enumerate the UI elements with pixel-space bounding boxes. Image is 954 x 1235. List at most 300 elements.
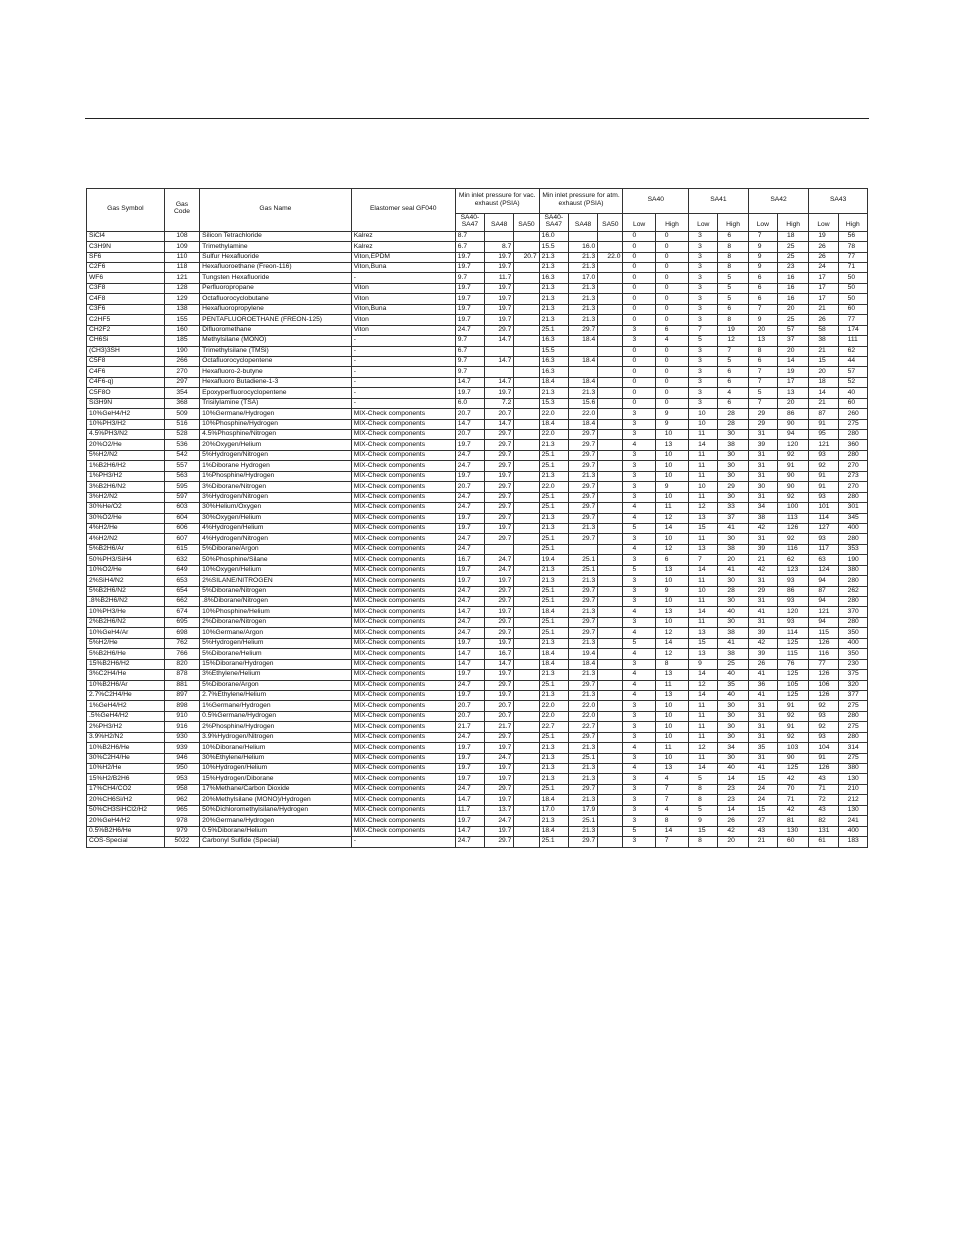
cell-atm-sa40-sa47: 22.0 <box>539 701 568 711</box>
cell-elastomer-seal: MIX-Check components <box>351 419 455 429</box>
cell-sa41-high: 40 <box>718 607 748 617</box>
cell-atm-sa50 <box>598 774 623 784</box>
cell-vac-sa48: 20.7 <box>485 701 514 711</box>
cell-gas-symbol: 50%CH3SiHCl2/H2 <box>87 805 165 815</box>
cell-sa40-low: 3 <box>623 837 655 847</box>
table-row <box>87 670 868 680</box>
cell-gas-name: 3%Hydrogen/Nitrogen <box>200 492 352 502</box>
cell-sa42-high: 92 <box>778 534 809 544</box>
cell-gas-code: 109 <box>164 242 199 252</box>
cell-sa41-high: 19 <box>718 325 748 335</box>
cell-sa41-low: 3 <box>689 367 718 377</box>
cell-vac-sa40-sa47: 24.7 <box>455 461 484 471</box>
cell-elastomer-seal: MIX-Check components <box>351 617 455 627</box>
cell-sa42-low: 9 <box>748 263 777 273</box>
cell-sa42-low: 31 <box>748 576 777 586</box>
top-rule <box>85 118 869 119</box>
cell-sa41-low: 3 <box>689 304 718 314</box>
cell-gas-name: Carbonyl Sulfide (Special) <box>200 837 352 847</box>
cell-atm-sa50 <box>598 784 623 794</box>
cell-atm-sa48: 29.7 <box>568 732 597 742</box>
cell-atm-sa40-sa47: 15.5 <box>539 346 568 356</box>
cell-elastomer-seal: MIX-Check components <box>351 670 455 680</box>
cell-atm-sa48: 21.3 <box>568 388 597 398</box>
cell-sa43-low: 15 <box>809 356 838 366</box>
cell-vac-sa40-sa47: 14.7 <box>455 377 484 387</box>
cell-sa41-high: 38 <box>718 440 748 450</box>
cell-atm-sa40-sa47: 16.3 <box>539 367 568 377</box>
cell-sa43-low: 14 <box>809 388 838 398</box>
cell-atm-sa50 <box>598 273 623 283</box>
cell-atm-sa48: 29.7 <box>568 482 597 492</box>
cell-gas-code: 662 <box>164 597 199 607</box>
cell-sa40-low: 3 <box>623 753 655 763</box>
cell-vac-sa48: 21.7 <box>485 722 514 732</box>
cell-atm-sa40-sa47: 22.0 <box>539 482 568 492</box>
cell-sa42-high: 94 <box>778 430 809 440</box>
cell-sa40-low: 4 <box>623 690 655 700</box>
cell-vac-sa40-sa47: 19.7 <box>455 294 484 304</box>
cell-vac-sa50 <box>514 513 539 523</box>
cell-atm-sa40-sa47: 18.4 <box>539 377 568 387</box>
cell-sa42-high: 105 <box>778 680 809 690</box>
cell-sa42-high: 91 <box>778 722 809 732</box>
cell-sa43-low: 82 <box>809 816 838 826</box>
cell-sa43-high: 230 <box>838 659 867 669</box>
cell-sa42-low: 39 <box>748 649 777 659</box>
cell-sa43-low: 72 <box>809 795 838 805</box>
cell-sa42-low: 31 <box>748 461 777 471</box>
header-gas-symbol: Gas Symbol <box>87 189 165 232</box>
cell-vac-sa50 <box>514 586 539 596</box>
cell-vac-sa48 <box>485 231 514 241</box>
cell-vac-sa48: 16.7 <box>485 649 514 659</box>
cell-sa40-low: 3 <box>623 816 655 826</box>
cell-sa42-high: 90 <box>778 471 809 481</box>
cell-atm-sa40-sa47: 25.1 <box>539 544 568 554</box>
cell-sa42-low: 42 <box>748 638 777 648</box>
cell-gas-code: 128 <box>164 283 199 293</box>
cell-atm-sa50 <box>598 690 623 700</box>
cell-gas-name: Silicon Tetrachloride <box>200 231 352 241</box>
cell-atm-sa40-sa47: 25.1 <box>539 325 568 335</box>
cell-atm-sa50 <box>598 565 623 575</box>
cell-sa43-low: 21 <box>809 304 838 314</box>
table-row <box>87 440 868 450</box>
cell-sa42-high: 90 <box>778 482 809 492</box>
cell-sa43-low: 43 <box>809 774 838 784</box>
cell-sa40-high: 0 <box>655 388 688 398</box>
cell-sa40-low: 3 <box>623 534 655 544</box>
cell-sa40-low: 0 <box>623 356 655 366</box>
table-row <box>87 617 868 627</box>
cell-vac-sa50 <box>514 356 539 366</box>
cell-sa42-high: 93 <box>778 597 809 607</box>
cell-elastomer-seal: Kalrez <box>351 231 455 241</box>
cell-sa41-low: 8 <box>689 784 718 794</box>
table-body <box>87 231 868 847</box>
cell-vac-sa40-sa47: 20.7 <box>455 711 484 721</box>
cell-sa43-low: 92 <box>809 701 838 711</box>
cell-gas-symbol: 0.5%B2H6/He <box>87 826 165 836</box>
cell-sa40-low: 4 <box>623 440 655 450</box>
cell-sa40-high: 12 <box>655 513 688 523</box>
cell-sa43-high: 62 <box>838 346 867 356</box>
cell-sa42-high: 25 <box>778 315 809 325</box>
cell-gas-symbol: 30%C2H4/He <box>87 753 165 763</box>
cell-vac-sa50 <box>514 565 539 575</box>
cell-gas-code: 978 <box>164 816 199 826</box>
cell-gas-name: 50%Dichloromethylsilane/Hydrogen <box>200 805 352 815</box>
cell-sa42-low: 31 <box>748 617 777 627</box>
cell-vac-sa48: 19.7 <box>485 638 514 648</box>
cell-elastomer-seal: MIX-Check components <box>351 690 455 700</box>
table-row <box>87 294 868 304</box>
cell-sa41-low: 15 <box>689 638 718 648</box>
cell-sa41-low: 11 <box>689 492 718 502</box>
cell-sa41-low: 11 <box>689 617 718 627</box>
cell-sa40-low: 4 <box>623 649 655 659</box>
cell-vac-sa50 <box>514 450 539 460</box>
cell-gas-code: 536 <box>164 440 199 450</box>
cell-sa42-low: 38 <box>748 513 777 523</box>
cell-sa41-high: 30 <box>718 722 748 732</box>
cell-sa41-high: 30 <box>718 711 748 721</box>
cell-sa40-high: 10 <box>655 617 688 627</box>
cell-sa42-high: 18 <box>778 231 809 241</box>
cell-sa43-high: 360 <box>838 440 867 450</box>
cell-sa42-low: 31 <box>748 701 777 711</box>
table-row <box>87 377 868 387</box>
cell-gas-symbol: 50%PH3/SiH4 <box>87 555 165 565</box>
cell-sa42-high: 125 <box>778 764 809 774</box>
cell-vac-sa50 <box>514 576 539 586</box>
cell-gas-symbol: 3%C2H4/He <box>87 670 165 680</box>
cell-elastomer-seal: MIX-Check components <box>351 503 455 513</box>
cell-atm-sa40-sa47: 21.3 <box>539 283 568 293</box>
cell-sa43-high: 275 <box>838 722 867 732</box>
cell-gas-name: 3.9%Hydrogen/Nitrogen <box>200 732 352 742</box>
cell-elastomer-seal: MIX-Check components <box>351 586 455 596</box>
cell-elastomer-seal: MIX-Check components <box>351 659 455 669</box>
cell-atm-sa40-sa47: 21.3 <box>539 513 568 523</box>
cell-elastomer-seal: MIX-Check components <box>351 607 455 617</box>
cell-sa40-low: 4 <box>623 503 655 513</box>
cell-sa42-high: 125 <box>778 690 809 700</box>
cell-sa42-high: 57 <box>778 325 809 335</box>
cell-atm-sa40-sa47: 21.3 <box>539 388 568 398</box>
cell-sa42-low: 41 <box>748 764 777 774</box>
cell-sa41-low: 3 <box>689 346 718 356</box>
table-row <box>87 315 868 325</box>
cell-sa42-high: 120 <box>778 607 809 617</box>
cell-sa42-low: 31 <box>748 732 777 742</box>
cell-gas-name: PENTAFLUOROETHANE (FREON-125) <box>200 315 352 325</box>
cell-elastomer-seal: MIX-Check components <box>351 711 455 721</box>
cell-sa43-low: 93 <box>809 711 838 721</box>
cell-sa42-high: 25 <box>778 252 809 262</box>
cell-sa43-low: 21 <box>809 398 838 408</box>
cell-sa42-high: 91 <box>778 701 809 711</box>
cell-sa43-high: 370 <box>838 607 867 617</box>
cell-sa43-high: 353 <box>838 544 867 554</box>
cell-gas-code: 878 <box>164 670 199 680</box>
cell-gas-name: Tungsten Hexafluoride <box>200 273 352 283</box>
cell-vac-sa40-sa47: 11.7 <box>455 805 484 815</box>
cell-gas-code: 509 <box>164 409 199 419</box>
cell-atm-sa50 <box>598 315 623 325</box>
cell-sa41-low: 11 <box>689 722 718 732</box>
cell-sa43-low: 77 <box>809 659 838 669</box>
cell-sa42-high: 126 <box>778 523 809 533</box>
cell-sa42-low: 21 <box>748 555 777 565</box>
cell-vac-sa50 <box>514 544 539 554</box>
cell-vac-sa50 <box>514 482 539 492</box>
cell-gas-name: Hexafluoropropylene <box>200 304 352 314</box>
cell-vac-sa50 <box>514 304 539 314</box>
cell-sa40-low: 3 <box>623 555 655 565</box>
cell-sa43-high: 183 <box>838 837 867 847</box>
cell-gas-symbol: WF6 <box>87 273 165 283</box>
cell-atm-sa40-sa47: 25.1 <box>539 732 568 742</box>
cell-sa40-low: 0 <box>623 315 655 325</box>
cell-elastomer-seal: MIX-Check components <box>351 701 455 711</box>
cell-gas-name: 10%Phosphine/Helium <box>200 607 352 617</box>
cell-sa41-low: 10 <box>689 419 718 429</box>
cell-atm-sa48: 29.7 <box>568 440 597 450</box>
header-gas-code <box>164 189 199 232</box>
cell-sa41-low: 14 <box>689 670 718 680</box>
cell-sa42-low: 31 <box>748 722 777 732</box>
table-row <box>87 336 868 346</box>
cell-gas-symbol: 30%He/O2 <box>87 503 165 513</box>
cell-sa43-high: 212 <box>838 795 867 805</box>
header-vac-exhaust: Min inlet pressure for vac. exhaust (PSIA) <box>455 189 539 214</box>
cell-vac-sa48: 19.7 <box>485 523 514 533</box>
cell-gas-name: 17%Methane/Carbon Dioxide <box>200 784 352 794</box>
cell-vac-sa40-sa47: 14.7 <box>455 795 484 805</box>
cell-gas-code: 653 <box>164 576 199 586</box>
cell-sa41-high: 30 <box>718 597 748 607</box>
cell-sa42-high: 103 <box>778 743 809 753</box>
cell-vac-sa48: 29.7 <box>485 430 514 440</box>
cell-sa41-high: 40 <box>718 764 748 774</box>
cell-gas-name: 3%Ethylene/Helium <box>200 670 352 680</box>
cell-sa43-low: 116 <box>809 649 838 659</box>
cell-gas-name: 10%Hydrogen/Helium <box>200 764 352 774</box>
cell-gas-name: Trisilylamine (TSA) <box>200 398 352 408</box>
cell-atm-sa40-sa47: 25.1 <box>539 837 568 847</box>
cell-elastomer-seal: Viton,Buna <box>351 263 455 273</box>
cell-vac-sa40-sa47: 19.7 <box>455 513 484 523</box>
cell-sa42-high: 20 <box>778 304 809 314</box>
cell-sa40-high: 10 <box>655 722 688 732</box>
cell-sa41-low: 13 <box>689 628 718 638</box>
cell-gas-code: 604 <box>164 513 199 523</box>
cell-gas-code: 297 <box>164 377 199 387</box>
cell-sa40-low: 3 <box>623 576 655 586</box>
cell-sa40-high: 0 <box>655 398 688 408</box>
cell-gas-name: Hexafluoro Butadiene-1-3 <box>200 377 352 387</box>
cell-sa40-high: 13 <box>655 440 688 450</box>
cell-sa40-high: 0 <box>655 231 688 241</box>
cell-sa40-high: 8 <box>655 816 688 826</box>
cell-atm-sa50 <box>598 534 623 544</box>
cell-sa43-high: 190 <box>838 555 867 565</box>
cell-elastomer-seal: Viton,EPDM <box>351 252 455 262</box>
cell-sa41-high: 14 <box>718 805 748 815</box>
header-sa42-low: Low <box>748 214 777 232</box>
cell-atm-sa40-sa47: 21.3 <box>539 774 568 784</box>
cell-atm-sa50 <box>598 242 623 252</box>
cell-sa40-high: 0 <box>655 356 688 366</box>
cell-vac-sa40-sa47: 19.7 <box>455 565 484 575</box>
cell-atm-sa50 <box>598 586 623 596</box>
cell-gas-symbol: 10%PH3/He <box>87 607 165 617</box>
cell-elastomer-seal: - <box>351 336 455 346</box>
cell-sa43-high: 174 <box>838 325 867 335</box>
table-row <box>87 774 868 784</box>
cell-sa40-high: 7 <box>655 837 688 847</box>
cell-sa43-low: 26 <box>809 315 838 325</box>
cell-atm-sa48: 18.4 <box>568 377 597 387</box>
cell-atm-sa50 <box>598 659 623 669</box>
cell-sa40-high: 11 <box>655 680 688 690</box>
cell-atm-sa50 <box>598 367 623 377</box>
cell-gas-code: 603 <box>164 503 199 513</box>
cell-vac-sa48: 24.7 <box>485 816 514 826</box>
cell-gas-name: 4.5%Phosphine/Nitrogen <box>200 430 352 440</box>
cell-sa43-high: 377 <box>838 690 867 700</box>
cell-vac-sa50 <box>514 826 539 836</box>
cell-sa40-high: 10 <box>655 711 688 721</box>
cell-vac-sa40-sa47: 19.7 <box>455 638 484 648</box>
cell-elastomer-seal: MIX-Check components <box>351 764 455 774</box>
cell-sa43-low: 115 <box>809 628 838 638</box>
cell-atm-sa50 <box>598 461 623 471</box>
cell-vac-sa50 <box>514 294 539 304</box>
cell-sa40-high: 7 <box>655 795 688 805</box>
table-row <box>87 795 868 805</box>
cell-sa41-low: 11 <box>689 576 718 586</box>
cell-sa43-high: 273 <box>838 471 867 481</box>
cell-gas-name: 4%Hydrogen/Nitrogen <box>200 534 352 544</box>
cell-gas-code: 762 <box>164 638 199 648</box>
cell-gas-code: 674 <box>164 607 199 617</box>
cell-vac-sa40-sa47: 8.7 <box>455 231 484 241</box>
cell-elastomer-seal: Viton,Buna <box>351 304 455 314</box>
cell-sa40-low: 3 <box>623 586 655 596</box>
cell-atm-sa50 <box>598 701 623 711</box>
cell-sa43-high: 260 <box>838 409 867 419</box>
cell-sa40-high: 4 <box>655 336 688 346</box>
cell-sa43-low: 127 <box>809 523 838 533</box>
cell-vac-sa50 <box>514 670 539 680</box>
cell-elastomer-seal: MIX-Check components <box>351 784 455 794</box>
cell-sa40-high: 13 <box>655 565 688 575</box>
cell-vac-sa50 <box>514 617 539 627</box>
table-row <box>87 690 868 700</box>
table-row <box>87 628 868 638</box>
cell-sa41-high: 25 <box>718 659 748 669</box>
cell-atm-sa48: 29.7 <box>568 325 597 335</box>
cell-gas-name: 1%Diborane Hydrogen <box>200 461 352 471</box>
cell-vac-sa40-sa47: 24.7 <box>455 586 484 596</box>
cell-gas-symbol: SiCl4 <box>87 231 165 241</box>
cell-sa43-low: 121 <box>809 607 838 617</box>
cell-sa40-high: 0 <box>655 294 688 304</box>
cell-gas-code: 979 <box>164 826 199 836</box>
cell-sa42-low: 31 <box>748 711 777 721</box>
cell-vac-sa50 <box>514 690 539 700</box>
cell-vac-sa48: 24.7 <box>485 753 514 763</box>
cell-sa41-high: 38 <box>718 544 748 554</box>
cell-vac-sa40-sa47: 19.7 <box>455 315 484 325</box>
cell-gas-code: 354 <box>164 388 199 398</box>
cell-sa41-high: 30 <box>718 576 748 586</box>
cell-sa41-high: 20 <box>718 555 748 565</box>
cell-atm-sa50 <box>598 231 623 241</box>
cell-gas-name: 1%Germane/Hydrogen <box>200 701 352 711</box>
cell-sa42-low: 7 <box>748 304 777 314</box>
cell-vac-sa40-sa47: 6.7 <box>455 346 484 356</box>
cell-gas-code: 266 <box>164 356 199 366</box>
cell-vac-sa40-sa47: 24.7 <box>455 450 484 460</box>
header-elastomer-seal: Elastomer seal GF040 <box>351 189 455 232</box>
cell-elastomer-seal: MIX-Check components <box>351 628 455 638</box>
cell-atm-sa50 <box>598 649 623 659</box>
cell-atm-sa40-sa47: 25.1 <box>539 586 568 596</box>
cell-elastomer-seal: MIX-Check components <box>351 409 455 419</box>
cell-gas-symbol: 30%O2/He <box>87 513 165 523</box>
cell-vac-sa40-sa47: 19.7 <box>455 764 484 774</box>
cell-sa42-high: 92 <box>778 732 809 742</box>
cell-sa43-high: 320 <box>838 680 867 690</box>
cell-vac-sa48: 19.7 <box>485 743 514 753</box>
cell-vac-sa48: 7.2 <box>485 398 514 408</box>
cell-sa40-high: 10 <box>655 461 688 471</box>
cell-vac-sa48: 29.7 <box>485 680 514 690</box>
table-row <box>87 837 868 847</box>
cell-sa42-low: 41 <box>748 690 777 700</box>
cell-vac-sa48: 19.7 <box>485 283 514 293</box>
cell-sa40-low: 0 <box>623 273 655 283</box>
cell-sa41-low: 11 <box>689 711 718 721</box>
table-row <box>87 659 868 669</box>
cell-sa41-high: 30 <box>718 701 748 711</box>
cell-atm-sa40-sa47: 21.3 <box>539 294 568 304</box>
cell-gas-code: 138 <box>164 304 199 314</box>
table-row <box>87 430 868 440</box>
cell-sa41-high: 41 <box>718 638 748 648</box>
cell-gas-symbol: C3F8 <box>87 283 165 293</box>
cell-vac-sa40-sa47: 19.7 <box>455 774 484 784</box>
cell-atm-sa40-sa47: 18.4 <box>539 826 568 836</box>
cell-sa41-low: 3 <box>689 242 718 252</box>
cell-vac-sa40-sa47: 14.7 <box>455 659 484 669</box>
cell-gas-symbol: 10%B2H6/Ar <box>87 680 165 690</box>
cell-sa43-low: 131 <box>809 826 838 836</box>
cell-gas-name: 2%Diborane/Nitrogen <box>200 617 352 627</box>
cell-elastomer-seal: MIX-Check components <box>351 534 455 544</box>
cell-sa40-high: 0 <box>655 283 688 293</box>
cell-atm-sa48: 21.3 <box>568 826 597 836</box>
cell-sa43-low: 126 <box>809 690 838 700</box>
cell-gas-code: 766 <box>164 649 199 659</box>
cell-vac-sa50 <box>514 430 539 440</box>
cell-vac-sa40-sa47: 20.7 <box>455 409 484 419</box>
cell-sa41-high: 14 <box>718 774 748 784</box>
